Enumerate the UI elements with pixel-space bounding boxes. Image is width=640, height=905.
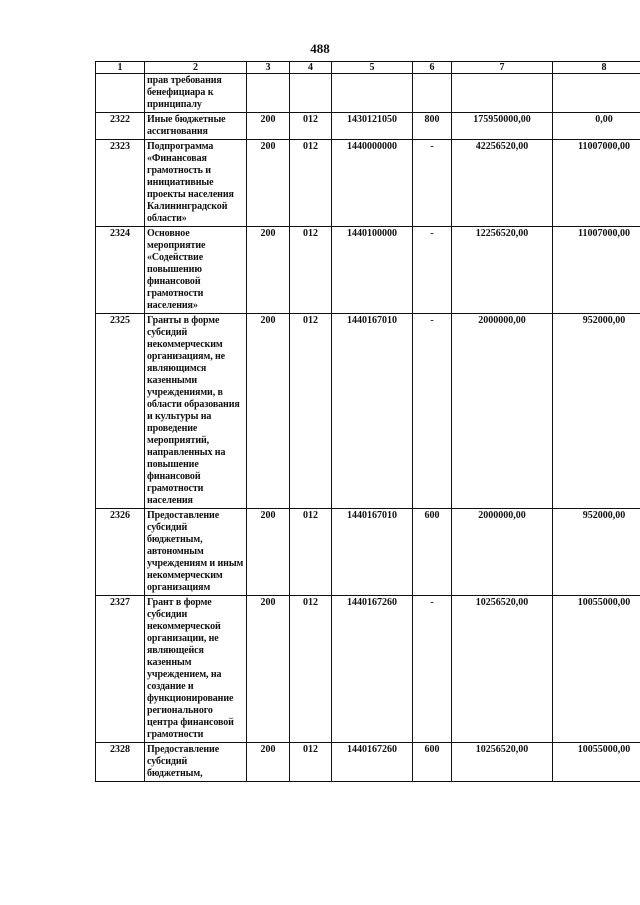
row-col6: -	[413, 314, 452, 509]
table-row	[96, 74, 640, 113]
row-col4: 012	[290, 113, 332, 140]
row-amount-8: 10055000,00	[553, 596, 640, 743]
row-col3: 200	[247, 596, 290, 743]
row-number: 2326	[96, 509, 145, 596]
row-amount-8: 0,00	[553, 113, 640, 140]
row-code: 1440167010	[332, 509, 413, 596]
row-amount-7: 12256520,00	[452, 227, 553, 314]
row-name: Предоставление субсидий бюджетным, автономным учреждениям и иным некоммерческим организациям	[145, 509, 247, 596]
table-row	[96, 227, 640, 314]
column-header-4: 4	[290, 62, 332, 74]
row-amount-7: 2000000,00	[452, 509, 553, 596]
row-amount-8: 11007000,00	[553, 227, 640, 314]
row-col6	[413, 74, 452, 113]
row-amount-7: 10256520,00	[452, 743, 553, 782]
row-amount-8	[553, 74, 640, 113]
row-number: 2328	[96, 743, 145, 782]
row-name: Иные бюджетные ассигнования	[145, 113, 247, 140]
row-col6: 600	[413, 743, 452, 782]
row-number: 2322	[96, 113, 145, 140]
row-name: прав требования бенефициара к принципалу	[145, 74, 247, 113]
row-amount-8: 11007000,00	[553, 140, 640, 227]
row-code: 1440167010	[332, 314, 413, 509]
table-row	[96, 596, 640, 743]
table-header-row	[96, 62, 640, 74]
row-col6: -	[413, 227, 452, 314]
table-row	[96, 314, 640, 509]
row-name: Подпрограмма «Финансовая грамотность и инициативные проекты населения Калининградской области»	[145, 140, 247, 227]
column-header-1: 1	[96, 62, 145, 74]
row-col4: 012	[290, 227, 332, 314]
row-number: 2327	[96, 596, 145, 743]
row-col6: -	[413, 596, 452, 743]
row-code	[332, 74, 413, 113]
column-header-5: 5	[332, 62, 413, 74]
row-number: 2324	[96, 227, 145, 314]
row-col4	[290, 74, 332, 113]
row-name: Предоставление субсидий бюджетным,	[145, 743, 247, 782]
row-amount-7	[452, 74, 553, 113]
column-header-3: 3	[247, 62, 290, 74]
row-code: 1430121050	[332, 113, 413, 140]
row-col3: 200	[247, 227, 290, 314]
column-header-7: 7	[452, 62, 553, 74]
row-amount-7: 175950000,00	[452, 113, 553, 140]
row-code: 1440100000	[332, 227, 413, 314]
row-col4: 012	[290, 596, 332, 743]
column-header-2: 2	[145, 62, 247, 74]
row-amount-7: 10256520,00	[452, 596, 553, 743]
row-amount-8: 952000,00	[553, 509, 640, 596]
budget-table	[95, 61, 640, 782]
row-col3: 200	[247, 509, 290, 596]
row-col6: 800	[413, 113, 452, 140]
row-amount-8: 952000,00	[553, 314, 640, 509]
row-col4: 012	[290, 314, 332, 509]
row-amount-7: 2000000,00	[452, 314, 553, 509]
row-name: Грант в форме субсидии некоммерческой организации, не являющейся казенным учреждением, на создание и функционирование регионального центра финансовой грамотности	[145, 596, 247, 743]
row-number: 2323	[96, 140, 145, 227]
table-row	[96, 743, 640, 782]
row-number: 2325	[96, 314, 145, 509]
row-col3: 200	[247, 743, 290, 782]
row-name: Основное мероприятие «Содействие повышению финансовой грамотности населения»	[145, 227, 247, 314]
row-number	[96, 74, 145, 113]
row-col4: 012	[290, 743, 332, 782]
row-name: Гранты в форме субсидий некоммерческим организациям, не являющимся казенными учреждениями, в области образования и культуры на проведение мероприятий, направленных на повышение финансовой грамотности населения	[145, 314, 247, 509]
page-number: 488	[310, 41, 330, 56]
column-header-8: 8	[553, 62, 640, 74]
row-amount-7: 42256520,00	[452, 140, 553, 227]
row-col3	[247, 74, 290, 113]
table-row	[96, 113, 640, 140]
row-code: 1440167260	[332, 596, 413, 743]
column-header-6: 6	[413, 62, 452, 74]
row-col3: 200	[247, 140, 290, 227]
row-col6: -	[413, 140, 452, 227]
row-col4: 012	[290, 140, 332, 227]
row-col3: 200	[247, 113, 290, 140]
row-code: 1440000000	[332, 140, 413, 227]
row-code: 1440167260	[332, 743, 413, 782]
row-col3: 200	[247, 314, 290, 509]
row-amount-8: 10055000,00	[553, 743, 640, 782]
table-row	[96, 140, 640, 227]
row-col4: 012	[290, 509, 332, 596]
table-row	[96, 509, 640, 596]
row-col6: 600	[413, 509, 452, 596]
